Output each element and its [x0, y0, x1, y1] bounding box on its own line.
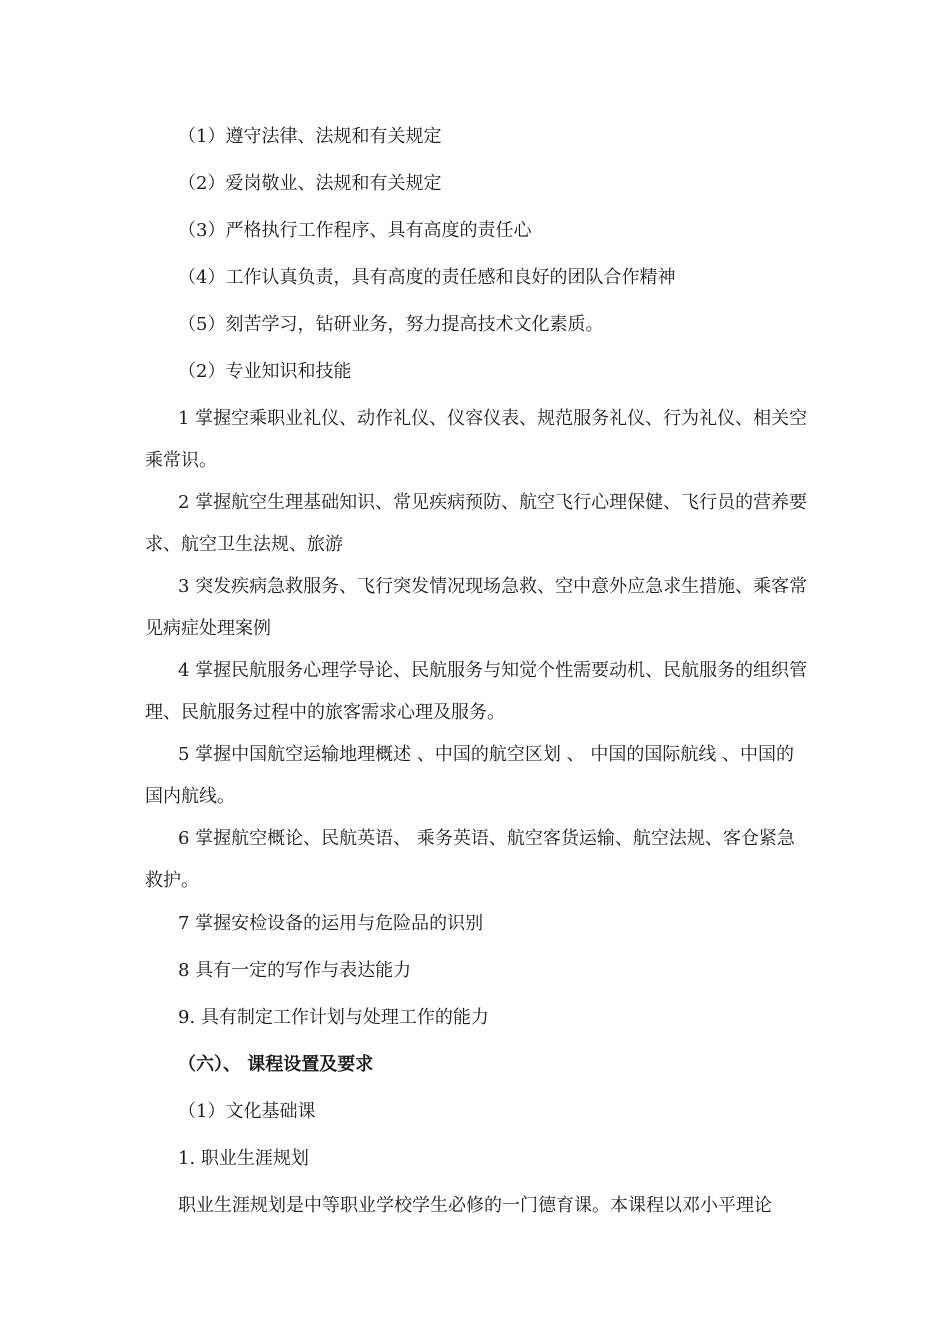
requirement-3: （3）严格执行工作程序、具有高度的责任心 — [178, 220, 532, 241]
skill-item-5: 5 掌握中国航空运输地理概述 、中国的航空区划 、 中国的国际航线 、中国的国内航线。 — [145, 744, 795, 807]
skill-item-6: 6 掌握航空概论、民航英语、 乘务英语、航空客货运输、航空法规、客仓紧急救护。 — [145, 828, 795, 891]
skill-item-9: 9. 具有制定工作计划与处理工作的能力 — [178, 1007, 489, 1028]
skill-item-2: 2 掌握航空生理基础知识、常见疾病预防、航空飞行心理保健、飞行员的营养要求、航空卫生法规、旅游 — [145, 492, 808, 555]
section-knowledge-skills: （2）专业知识和技能 — [178, 361, 352, 382]
skill-item-8: 8 具有一定的写作与表达能力 — [178, 960, 412, 981]
course-title-career-planning: 1. 职业生涯规划 — [178, 1148, 309, 1169]
requirement-2: （2）爱岗敬业、法规和有关规定 — [178, 173, 442, 194]
requirement-1: （1）遵守法律、法规和有关规定 — [178, 126, 442, 147]
section-heading-courses: （六）、 课程设置及要求 — [178, 1054, 374, 1075]
requirement-5: （5）刻苦学习，钻研业务，努力提高技术文化素质。 — [178, 314, 604, 335]
requirement-4: （4）工作认真负责，具有高度的责任感和良好的团队合作精神 — [178, 267, 676, 288]
subsection-culture-courses: （1）文化基础课 — [178, 1101, 316, 1122]
skill-item-3: 3 突发疾病急救服务、飞行突发情况现场急救、空中意外应急求生措施、乘客常见病症处理案例 — [145, 576, 808, 639]
course-description: 职业生涯规划是中等职业学校学生必修的一门德育课。本课程以邓小平理论 — [178, 1195, 772, 1216]
skill-item-7: 7 掌握安检设备的运用与危险品的识别 — [178, 913, 484, 934]
skill-item-1: 1 掌握空乘职业礼仪、动作礼仪、仪容仪表、规范服务礼仪、行为礼仪、相关空乘常识。 — [145, 408, 808, 471]
skill-item-4: 4 掌握民航服务心理学导论、民航服务与知觉个性需要动机、民航服务的组织管理、民航服务过程中的旅客需求心理及服务。 — [145, 660, 808, 723]
